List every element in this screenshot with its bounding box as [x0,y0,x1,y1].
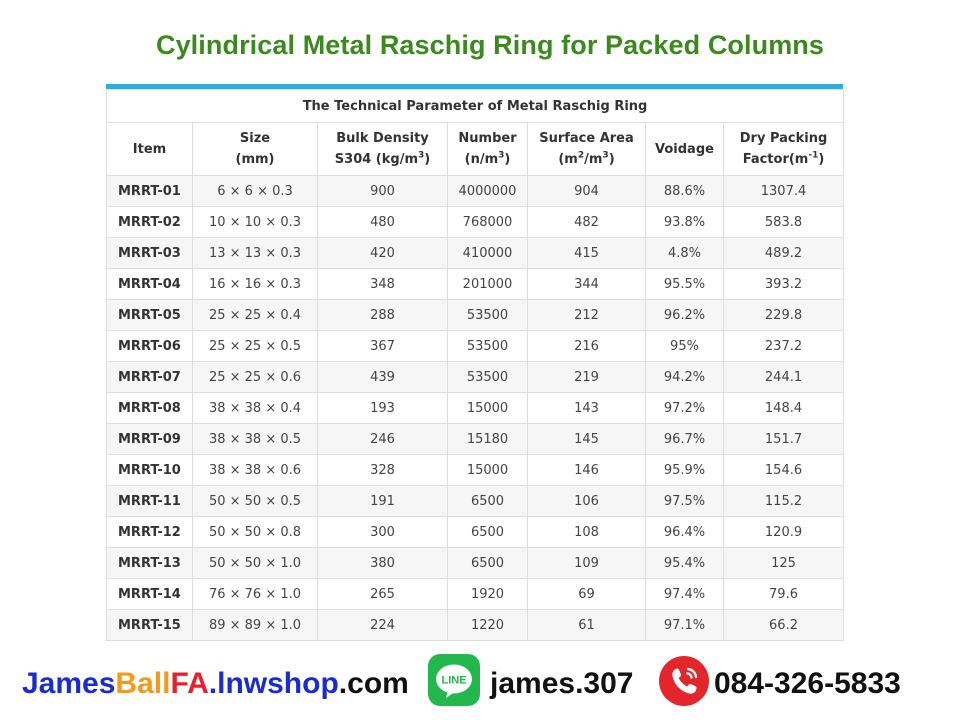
cell-item: MRRT-13 [107,548,193,579]
table-row [107,269,844,300]
cell-dry-packing-factor: 151.7 [724,424,844,455]
cell-bulk-density: 224 [318,610,448,641]
cell-dry-packing-factor: 115.2 [724,486,844,517]
cell-voidage: 93.8% [646,207,724,238]
cell-voidage: 96.4% [646,517,724,548]
cell-number: 201000 [448,269,528,300]
cell-number: 53500 [448,300,528,331]
cell-surface-area: 108 [528,517,646,548]
cell-size: 38 × 38 × 0.5 [193,424,318,455]
line-id[interactable]: james.307 [490,667,634,700]
cell-item: MRRT-09 [107,424,193,455]
cell-bulk-density: 193 [318,393,448,424]
cell-size: 89 × 89 × 1.0 [193,610,318,641]
line-icon-label: LINE [441,674,467,687]
cell-surface-area: 344 [528,269,646,300]
header-voidage: Voidage [646,123,724,176]
cell-surface-area: 146 [528,455,646,486]
cell-dry-packing-factor: 148.4 [724,393,844,424]
cell-surface-area: 482 [528,207,646,238]
cell-item: MRRT-05 [107,300,193,331]
table-row [107,455,844,486]
cell-size: 6 × 6 × 0.3 [193,176,318,207]
cell-number: 6500 [448,548,528,579]
cell-dry-packing-factor: 237.2 [724,331,844,362]
cell-item: MRRT-10 [107,455,193,486]
table-caption: The Technical Parameter of Metal Raschig Ring [107,90,844,123]
table-row [107,548,844,579]
cell-number: 1220 [448,610,528,641]
cell-dry-packing-factor: 79.6 [724,579,844,610]
parameter-table-container [106,84,843,641]
cell-item: MRRT-08 [107,393,193,424]
cell-size: 13 × 13 × 0.3 [193,238,318,269]
cell-number: 410000 [448,238,528,269]
cell-number: 53500 [448,362,528,393]
table-row [107,517,844,548]
cell-item: MRRT-01 [107,176,193,207]
cell-voidage: 97.4% [646,579,724,610]
cell-voidage: 96.7% [646,424,724,455]
header-number: Number $(n/m^3)$ [448,123,528,176]
phone-number[interactable]: 084-326-5833 [714,667,901,700]
cell-number: 15000 [448,455,528,486]
header-surface-area: Surface Area $(m^2/m^3)$ [528,123,646,176]
cell-size: 50 × 50 × 0.8 [193,517,318,548]
table-row [107,238,844,269]
table-row [107,300,844,331]
cell-surface-area: 216 [528,331,646,362]
cell-number: 15000 [448,393,528,424]
cell-bulk-density: 348 [318,269,448,300]
cell-surface-area: 106 [528,486,646,517]
cell-size: 76 × 76 × 1.0 [193,579,318,610]
cell-surface-area: 145 [528,424,646,455]
cell-dry-packing-factor: 154.6 [724,455,844,486]
website-link[interactable]: JamesBallFA.lnwshop.com [22,667,409,700]
cell-item: MRRT-06 [107,331,193,362]
cell-bulk-density: 439 [318,362,448,393]
cell-surface-area: 219 [528,362,646,393]
cell-item: MRRT-14 [107,579,193,610]
cell-voidage: 97.1% [646,610,724,641]
cell-size: 10 × 10 × 0.3 [193,207,318,238]
cell-number: 1920 [448,579,528,610]
header-item: Item [107,123,193,176]
cell-dry-packing-factor: 125 [724,548,844,579]
cell-bulk-density: 265 [318,579,448,610]
table-row [107,486,844,517]
cell-dry-packing-factor: 489.2 [724,238,844,269]
header-size: Size (mm) [193,123,318,176]
cell-size: 38 × 38 × 0.6 [193,455,318,486]
cell-voidage: 97.5% [646,486,724,517]
cell-dry-packing-factor: 1307.4 [724,176,844,207]
table-row [107,362,844,393]
cell-voidage: 97.2% [646,393,724,424]
cell-item: MRRT-03 [107,238,193,269]
cell-bulk-density: 900 [318,176,448,207]
cell-item: MRRT-07 [107,362,193,393]
table-row [107,331,844,362]
line-app-icon[interactable] [428,654,480,706]
cell-bulk-density: 288 [318,300,448,331]
cell-dry-packing-factor: 583.8 [724,207,844,238]
page-title: Cylindrical Metal Raschig Ring for Packed Columns [155,30,825,60]
cell-voidage: 94.2% [646,362,724,393]
cell-dry-packing-factor: 244.1 [724,362,844,393]
cell-dry-packing-factor: 229.8 [724,300,844,331]
phone-icon[interactable] [659,656,709,706]
parameter-table [106,89,844,641]
table-row [107,207,844,238]
cell-bulk-density: 246 [318,424,448,455]
cell-surface-area: 69 [528,579,646,610]
cell-surface-area: 904 [528,176,646,207]
cell-surface-area: 109 [528,548,646,579]
contact-footer [0,650,960,720]
cell-number: 6500 [448,517,528,548]
cell-voidage: 95% [646,331,724,362]
cell-surface-area: 212 [528,300,646,331]
cell-dry-packing-factor: 393.2 [724,269,844,300]
cell-item: MRRT-11 [107,486,193,517]
header-dry-packing-factor: Dry Packing $Factor(m^{-1})$ [724,123,844,176]
cell-voidage: 95.9% [646,455,724,486]
cell-bulk-density: 420 [318,238,448,269]
cell-item: MRRT-12 [107,517,193,548]
cell-bulk-density: 367 [318,331,448,362]
header-bulk-density: Bulk Density S304 $(kg/m^3)$ [318,123,448,176]
cell-number: 53500 [448,331,528,362]
cell-bulk-density: 328 [318,455,448,486]
cell-surface-area: 61 [528,610,646,641]
table-row [107,176,844,207]
cell-dry-packing-factor: 66.2 [724,610,844,641]
cell-voidage: 88.6% [646,176,724,207]
table-header-row [107,123,844,176]
table-row [107,424,844,455]
cell-size: 50 × 50 × 1.0 [193,548,318,579]
cell-number: 6500 [448,486,528,517]
cell-bulk-density: 300 [318,517,448,548]
table-row [107,610,844,641]
cell-size: 25 × 25 × 0.6 [193,362,318,393]
cell-size: 38 × 38 × 0.4 [193,393,318,424]
cell-number: 4000000 [448,176,528,207]
cell-item: MRRT-04 [107,269,193,300]
table-body [107,176,844,641]
cell-number: 768000 [448,207,528,238]
table-row [107,393,844,424]
cell-item: MRRT-02 [107,207,193,238]
cell-bulk-density: 191 [318,486,448,517]
cell-bulk-density: 480 [318,207,448,238]
cell-item: MRRT-15 [107,610,193,641]
cell-dry-packing-factor: 120.9 [724,517,844,548]
cell-size: 25 × 25 × 0.5 [193,331,318,362]
cell-size: 16 × 16 × 0.3 [193,269,318,300]
cell-number: 15180 [448,424,528,455]
table-row [107,579,844,610]
cell-size: 50 × 50 × 0.5 [193,486,318,517]
cell-voidage: 4.8% [646,238,724,269]
cell-voidage: 95.5% [646,269,724,300]
cell-voidage: 95.4% [646,548,724,579]
cell-voidage: 96.2% [646,300,724,331]
cell-surface-area: 415 [528,238,646,269]
cell-surface-area: 143 [528,393,646,424]
cell-bulk-density: 380 [318,548,448,579]
cell-size: 25 × 25 × 0.4 [193,300,318,331]
